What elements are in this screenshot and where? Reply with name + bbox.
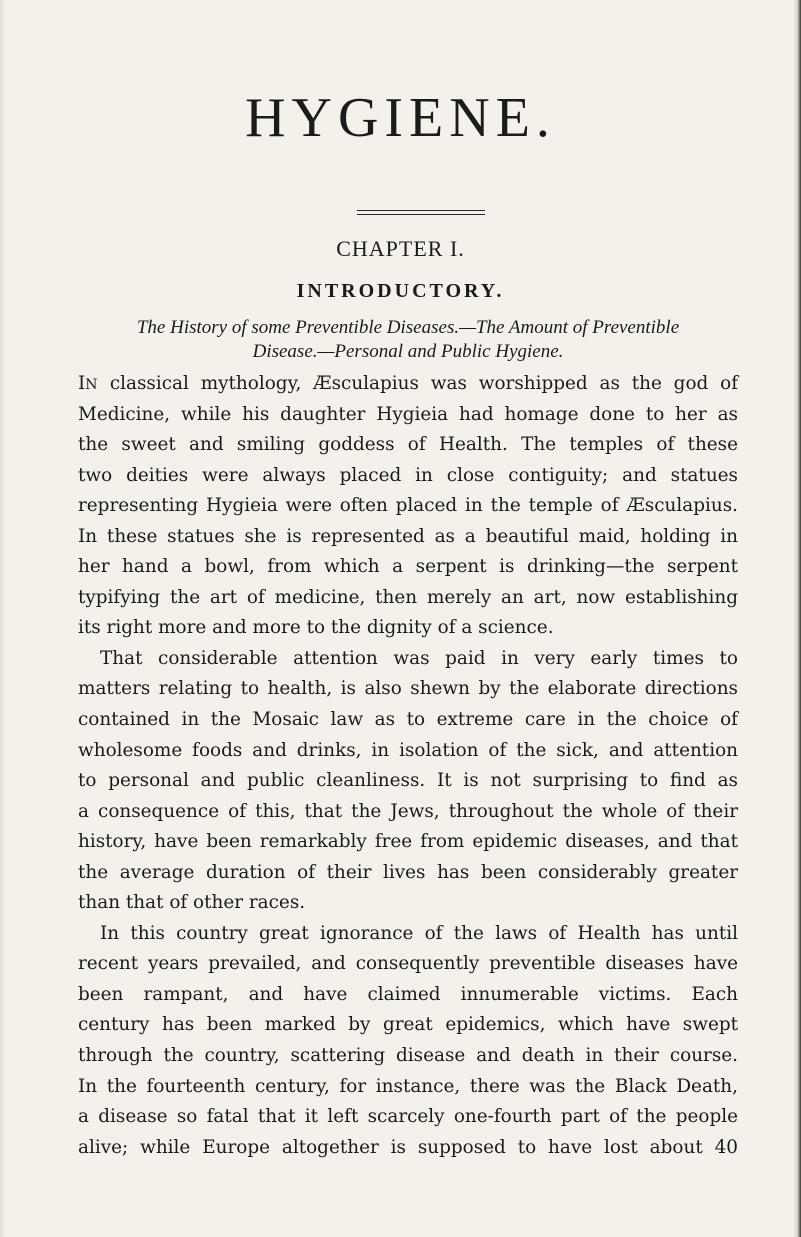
text-line: In the fourteenth century, for instance, there was the Black Death, — [78, 1075, 738, 1097]
synopsis-line: Disease.—Personal and Public Hygiene. — [252, 341, 564, 362]
text-line — [78, 369, 738, 400]
text-line: contained in the Mosaic law as to extreme care in the choice of — [78, 709, 738, 731]
text-line: her hand a bowl, from which a serpent is drinking—the serpent — [78, 556, 738, 578]
body-text — [78, 369, 738, 1163]
chapter-synopsis — [78, 316, 738, 364]
text-line: In these statues she is represented as a beautiful maid, holding in — [78, 525, 738, 547]
text-line: century has been marked by great epidemics, which have swept — [78, 1014, 738, 1036]
title-double-rule — [357, 210, 485, 216]
text-line: That considerable attention was paid in very early times to — [100, 647, 738, 669]
text-line: Medicine, while his daughter Hygieia had homage done to her as — [78, 403, 738, 425]
section-heading: INTRODUCTORY. — [296, 280, 505, 302]
text-line: typifying the art of medicine, then merely an art, now establishing — [78, 586, 738, 608]
chapter-heading: CHAPTER I. — [336, 236, 465, 261]
text-line: to personal and public cleanliness. It is not surprising to find as — [78, 770, 738, 792]
text-line: wholesome foods and drinks, in isolation of the sick, and attention — [78, 739, 738, 761]
drop-initial: I — [78, 373, 86, 394]
synopsis-line: The History of some Preventible Diseases.—The Amount of Preventible — [136, 317, 680, 338]
text-line: than that of other races. — [78, 892, 306, 914]
text-line: through the country, scattering disease and death in their course. — [78, 1045, 738, 1067]
text-line-content: classical mythology, Æsculapius was worshipped as the god of — [98, 373, 738, 394]
page-title: HYGIENE. — [245, 87, 556, 149]
text-line: In this country great ignorance of the laws of Health has until — [100, 922, 738, 944]
text-line: the sweet and smiling goddess of Health. The temples of these — [78, 434, 738, 456]
text-line: the average duration of their lives has been considerably greater — [78, 861, 738, 883]
text-line: a consequence of this, that the Jews, throughout the whole of their — [78, 800, 738, 822]
page-edge — [793, 0, 801, 1237]
small-caps-initial: N — [85, 377, 99, 393]
text-line: history, have been remarkably free from epidemic diseases, and that — [78, 831, 738, 853]
text-line: matters relating to health, is also shewn by the elaborate directions — [78, 678, 738, 700]
text-line: recent years prevailed, and consequently preventible diseases have — [78, 953, 738, 975]
page-gutter-shadow — [0, 0, 6, 1237]
rule-line-top — [357, 210, 485, 211]
rule-line-bottom — [357, 214, 485, 215]
text-line: a disease so fatal that it left scarcely one-fourth part of the people — [78, 1106, 738, 1128]
text-line: representing Hygieia were often placed in the temple of Æsculapius. — [78, 495, 738, 517]
text-line: two deities were always placed in close contiguity; and statues — [78, 464, 738, 486]
text-line: its right more and more to the dignity of a science. — [78, 617, 554, 639]
text-line: been rampant, and have claimed innumerable victims. Each — [78, 983, 738, 1005]
text-line: alive; while Europe altogether is supposed to have lost about 40 — [78, 1136, 738, 1158]
